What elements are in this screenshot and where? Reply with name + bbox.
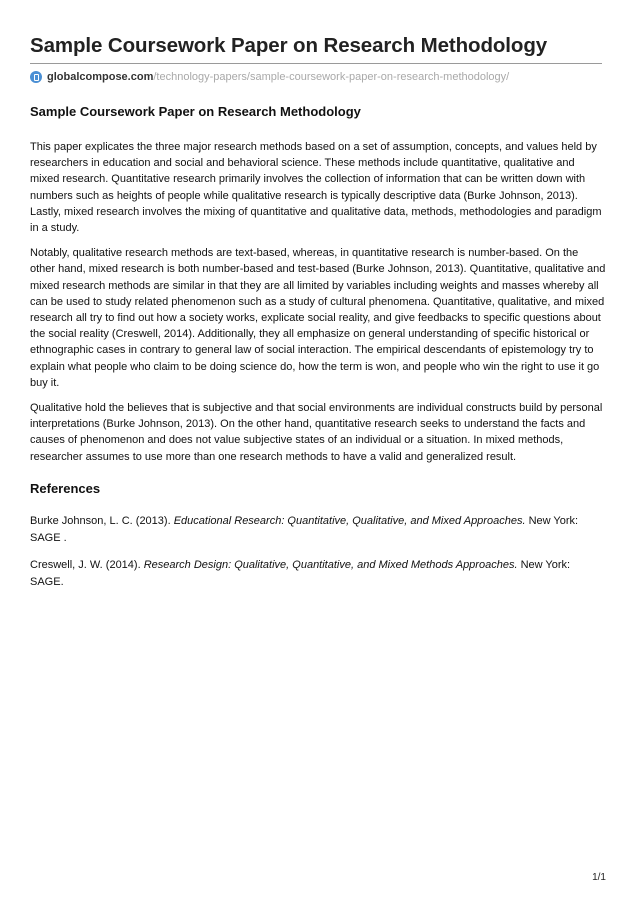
reference-item xyxy=(30,557,606,591)
title-divider xyxy=(30,63,602,64)
document-body xyxy=(30,139,606,601)
body-paragraph: Notably, qualitative research methods are text-based, whereas, in quantitative research is number-based. On the other hand, mixed research is both number-based and test-based (Burke Johnson, 2013). Quantitative, qualitative and mixed research methods are similar in that they are all limited by variables including weights and masses whereby all can be used to study related phenomenon such as a study of cultural phenomena. Quantitative, qualitative, and mixed research all try to find out how a society works, explicate social reality, and give feedbacks to specific questions about the social reality (Creswell, 2014). Additionally, they all emphasize on general understanding of specific historical or ethnographic cases in contrary to general law of social interaction. The empirical descendants of epistemology try to explain what people who claim to be doing science do, how the term is won, and people who win the right to use it go buy it. xyxy=(30,247,606,389)
reference-publisher: New York: SAGE. xyxy=(30,558,571,588)
reference-authors: Burke Johnson, L. C. (2013). xyxy=(30,514,171,527)
reference-authors: Creswell, J. W. (2014). xyxy=(30,558,141,571)
source-domain[interactable]: globalcompose.com xyxy=(47,71,154,83)
page-title: Sample Coursework Paper on Research Methodology xyxy=(30,34,548,57)
document-heading: Sample Coursework Paper on Research Methodology xyxy=(30,104,361,119)
source-link[interactable] xyxy=(30,69,509,85)
reference-publisher: New York: SAGE . xyxy=(30,514,579,544)
reference-title: Research Design: Qualitative, Quantitative, and Mixed Methods Approaches. xyxy=(143,558,518,571)
body-paragraph: This paper explicates the three major research methods based on a set of assumption, concepts, and values held by researchers in education and social and behavioral science. These methods include quantitative, qualitative and mixed research. Quantitative research primarily involves the collection of information that can be written down with numbers such as heights of people while qualitative research is typically descriptive data (Burke Johnson, 2013). Lastly, mixed research involves the mixing of quantitative and qualitative data, methods, methodologies and paradigm in a study. xyxy=(30,141,602,235)
reference-item xyxy=(30,513,606,547)
references-heading: References xyxy=(30,480,101,496)
globe-icon xyxy=(30,71,42,83)
body-paragraph: Qualitative hold the believes that is subjective and that social environments are individual constructs build by personal interpretations (Burke Johnson, 2013). On the other hand, quantitative research seeks to understand the facts and causes of phenomenon and does not value subjective states of an individual or a situation. In mixed methods, researcher assumes to use more than one research methods to have a valid and generalized result. xyxy=(30,402,603,463)
reference-title: Educational Research: Quantitative, Qualitative, and Mixed Approaches. xyxy=(173,514,526,527)
page-number: 1/1 xyxy=(592,872,606,883)
source-path[interactable]: /technology-papers/sample-coursework-paper-on-research-methodology/ xyxy=(153,71,510,83)
